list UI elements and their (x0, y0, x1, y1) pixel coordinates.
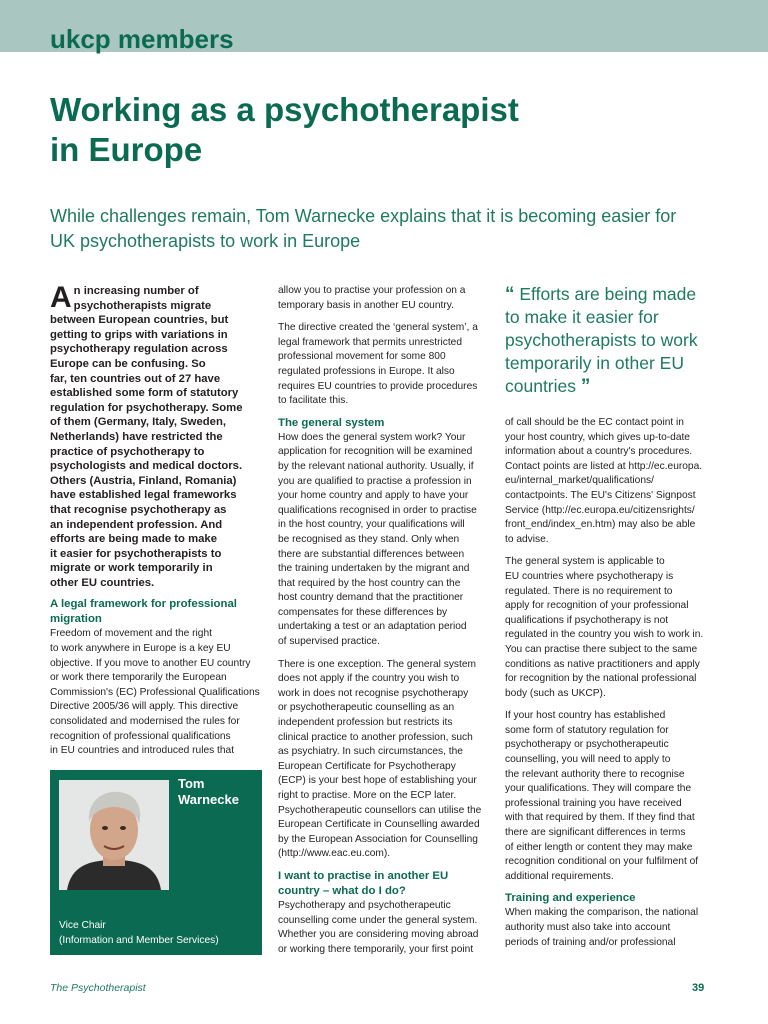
body-paragraph (505, 555, 720, 701)
text-line: in the host country, your qualifications will (278, 519, 465, 531)
title-line: Working as a psychotherapist (50, 91, 519, 128)
text-line: undertaking a test or an adaptation period (278, 621, 467, 633)
text-line: n increasing number of (73, 285, 199, 297)
pull-quote-line: countries (505, 376, 577, 396)
standfirst-line: While challenges remain, Tom Warnecke explains that it is becoming easier for (50, 206, 677, 226)
text-line: there are substantial differences between (278, 548, 465, 560)
text-line: your host country, which gives up-to-date (505, 431, 690, 443)
column-1 (50, 281, 262, 759)
text-line: to facilitate this. (278, 395, 349, 407)
text-line: Commission's (EC) Professional Qualifications (50, 686, 260, 698)
text-line: EU countries where psychotherapy is (505, 570, 674, 582)
text-line: practice of psychotherapy to (50, 445, 205, 458)
text-line: qualifications recognised in order to practise (278, 504, 477, 516)
body-paragraph (505, 416, 720, 547)
text-line: by the relevant national authority. Usually, if (278, 460, 474, 472)
text-line: recognition conditional on your fulfilment of (505, 856, 699, 868)
text-line: in EU countries and introduced rules that (50, 745, 235, 757)
text-line: consolidated and modernised the rules for (50, 716, 240, 728)
column-3 (505, 416, 720, 950)
text-line: Europe can be confusing. So (50, 357, 206, 370)
text-line: some form of statutory regulation for (505, 724, 669, 736)
text-line: requires EU countries to provide procedures (278, 380, 478, 392)
standfirst-line: UK psychotherapists to work in Europe (50, 231, 361, 251)
text-line: eu/internal_market/qualifications/ (505, 475, 654, 487)
text-line: contactpoints. The EU's Citizens' Signpost (505, 489, 696, 501)
text-line: other EU countries. (50, 576, 155, 589)
text-line: does not apply if the country you wish to (278, 673, 460, 685)
author-role-line: (Information and Member Services) (59, 935, 219, 946)
text-line: Psychotherapeutic counsellors can utilise the (278, 804, 482, 816)
pull-quote (505, 283, 730, 398)
text-line: to advise. (505, 533, 549, 545)
page-number: 39 (692, 982, 705, 994)
text-line: work in does not recognise psychotherapy (278, 687, 469, 699)
body-paragraph (50, 627, 262, 758)
footer-publication: The Psychotherapist (50, 982, 146, 994)
author-name-line: Tom (178, 776, 205, 791)
text-line: getting to grips with variations in (50, 328, 228, 341)
text-line: there are significant differences in terms (505, 827, 686, 839)
text-line: between European countries, but (50, 314, 229, 327)
text-line: conditions as native practitioners and apply (505, 658, 700, 670)
text-line: Contact points are listed at http://ec.europa. (505, 460, 703, 472)
author-name-line: Warnecke (178, 792, 239, 807)
text-line: qualifications if psychotherapy is not (505, 614, 669, 626)
text-line: you are qualified to practise a profession in (278, 475, 472, 487)
text-line: temporary basis in another EU country. (278, 299, 454, 311)
pull-quote-line: Efforts are being made (519, 284, 697, 304)
text-line: periods of training and/or professional (505, 936, 676, 948)
text-line: professional training you have received (505, 797, 682, 809)
text-line: allow you to practise your profession on a (278, 285, 466, 296)
column-2 (278, 284, 490, 957)
text-line: or psychotherapeutic counselling as an (278, 702, 455, 714)
drop-cap: A (50, 281, 72, 314)
text-line: the relevant authority there to recognise (505, 768, 685, 780)
text-line: host country demand that the practitioner (278, 592, 464, 604)
pull-quote-line: to make it easier for (505, 307, 659, 327)
text-line: body (such as UKCP). (505, 687, 606, 699)
text-line: psychotherapy or psychotherapeutic (505, 739, 669, 751)
text-line: psychologists and medical doctors. (50, 460, 243, 473)
text-line: of either length or content they may make (505, 841, 693, 853)
author-role (59, 918, 219, 948)
section-heading (278, 869, 490, 899)
body-paragraph (278, 658, 490, 862)
text-line: established some form of statutory (50, 387, 239, 400)
text-line: front_end/index_en.htm) may also be able (505, 519, 696, 531)
text-line: as psychiatry. In such circumstances, the (278, 746, 463, 758)
text-line: There is one exception. The general system (278, 658, 477, 670)
text-line: apply for recognition of your professional (505, 600, 689, 612)
close-quote-mark: ” (580, 376, 591, 397)
pull-quote-line: temporarily in other EU (505, 353, 684, 373)
title-line: in Europe (50, 131, 203, 168)
text-line: legal framework that permits unrestricted (278, 336, 463, 348)
text-line: A legal framework for professional (50, 598, 237, 611)
text-line: Netherlands) have restricted the (50, 430, 223, 443)
section-heading: Training and experience (505, 892, 636, 905)
text-line: The directive created the ‘general system’, a (278, 322, 478, 334)
text-line: by the European Association for Counselling (278, 833, 478, 845)
body-paragraph (505, 906, 720, 950)
pull-quote-line: psychotherapists to work (505, 330, 698, 350)
text-line: with that required by them. If they find that (505, 812, 695, 824)
text-line: (ECP) is your best hope of establishing your (278, 775, 477, 787)
text-line: regulation for psychotherapy. Some (50, 401, 243, 414)
text-line: application for recognition will be examined (278, 446, 473, 458)
text-line: Directive 2005/36 will apply. This directive (50, 701, 239, 713)
body-paragraph (278, 321, 490, 409)
text-line: professional movement for some 800 (278, 351, 446, 363)
text-line: independent profession but restricts its (278, 717, 453, 729)
lead-paragraph (50, 281, 262, 590)
text-line: that required by the host country can the (278, 577, 461, 589)
text-line: regulated in the country you wish to work in. (505, 629, 704, 641)
text-line: regulated professions in Europe. It also (278, 365, 455, 377)
author-box (50, 770, 262, 955)
text-line: of call should be the EC contact point in (505, 417, 684, 428)
text-line: Service (http://ec.europa.eu/citizensrights/ (505, 504, 695, 516)
author-role-line: Vice Chair (59, 920, 106, 931)
text-line: counselling come under the general system. (278, 914, 478, 926)
text-line: regulated. There is no requirement to (505, 585, 673, 597)
text-line: of them (Germany, Italy, Sweden, (50, 416, 226, 429)
text-line: your qualifications. They will compare the (505, 783, 692, 795)
text-line: to work anywhere in Europe is a key EU (50, 643, 231, 655)
text-line: (http://www.eac.eu.com). (278, 848, 391, 860)
text-line: psychotherapy regulation across (50, 343, 228, 356)
text-line: Psychotherapy and psychotherapeutic (278, 899, 451, 911)
text-line: European Certificate for Psychotherapy (278, 760, 456, 772)
author-portrait-photo (59, 780, 169, 890)
lead-lines (50, 281, 262, 590)
author-name (178, 776, 239, 808)
section-heading (50, 597, 262, 627)
text-line: that recognise psychotherapy as (50, 503, 227, 516)
text-line: clinical practice to another profession, such (278, 731, 473, 743)
text-line: efforts are being made to make (50, 533, 217, 546)
text-line: How does the general system work? Your (278, 431, 466, 443)
text-line: migration (50, 613, 102, 626)
text-line: additional requirements. (505, 870, 614, 882)
text-line: Freedom of movement and the right (50, 628, 212, 640)
article-standfirst (50, 204, 740, 254)
body-paragraph (505, 709, 720, 884)
text-line: or working there temporarily, your first point (278, 943, 474, 955)
section-title: ukcp members (50, 24, 234, 54)
text-line: The general system is applicable to (505, 556, 665, 568)
body-paragraph (278, 284, 490, 313)
text-line: the training undertaken by the migrant and (278, 563, 470, 575)
text-line: migrate or work temporarily in (50, 562, 213, 575)
text-line: counselling, you will need to apply to (505, 754, 671, 766)
text-line: be recognised as they stand. Only when (278, 533, 460, 545)
text-line: your home country and apply to have your (278, 490, 469, 502)
text-line: You can practise there subject to the same (505, 643, 698, 655)
text-line: have established legal frameworks (50, 489, 237, 502)
text-line: information about a country's procedures. (505, 446, 693, 458)
text-line: If your host country has established (505, 710, 666, 722)
open-quote-mark: “ (505, 284, 515, 305)
article-title (50, 90, 730, 170)
text-line: for recognition by the national professional (505, 673, 697, 685)
text-line: right to practise. More on the ECP later. (278, 790, 457, 801)
text-line: psychotherapists migrate (73, 299, 212, 312)
body-paragraph (278, 431, 490, 650)
text-line: far, ten countries out of 27 have (50, 372, 221, 385)
text-line: I want to practise in another EU (278, 869, 449, 882)
text-line: an independent profession. And (50, 518, 223, 531)
text-line: objective. If you move to another EU country (50, 657, 251, 669)
text-line: it easier for psychotherapists to (50, 547, 222, 560)
text-line: country – what do I do? (278, 884, 406, 897)
text-line: Whether you are considering moving abroad (278, 929, 479, 941)
text-line: compensates for these differences by (278, 606, 448, 618)
body-paragraph (278, 899, 490, 957)
text-line: recognition of professional qualifications (50, 730, 231, 742)
text-line: or work there temporarily the European (50, 672, 227, 684)
section-heading: The general system (278, 416, 385, 429)
text-line: When making the comparison, the national (505, 907, 699, 919)
text-line: European Certificate in Counselling awarded (278, 819, 480, 831)
text-line: of supervised practice. (278, 636, 380, 648)
text-line: Others (Austria, Finland, Romania) (50, 474, 237, 487)
text-line: authority must also take into account (505, 922, 671, 933)
